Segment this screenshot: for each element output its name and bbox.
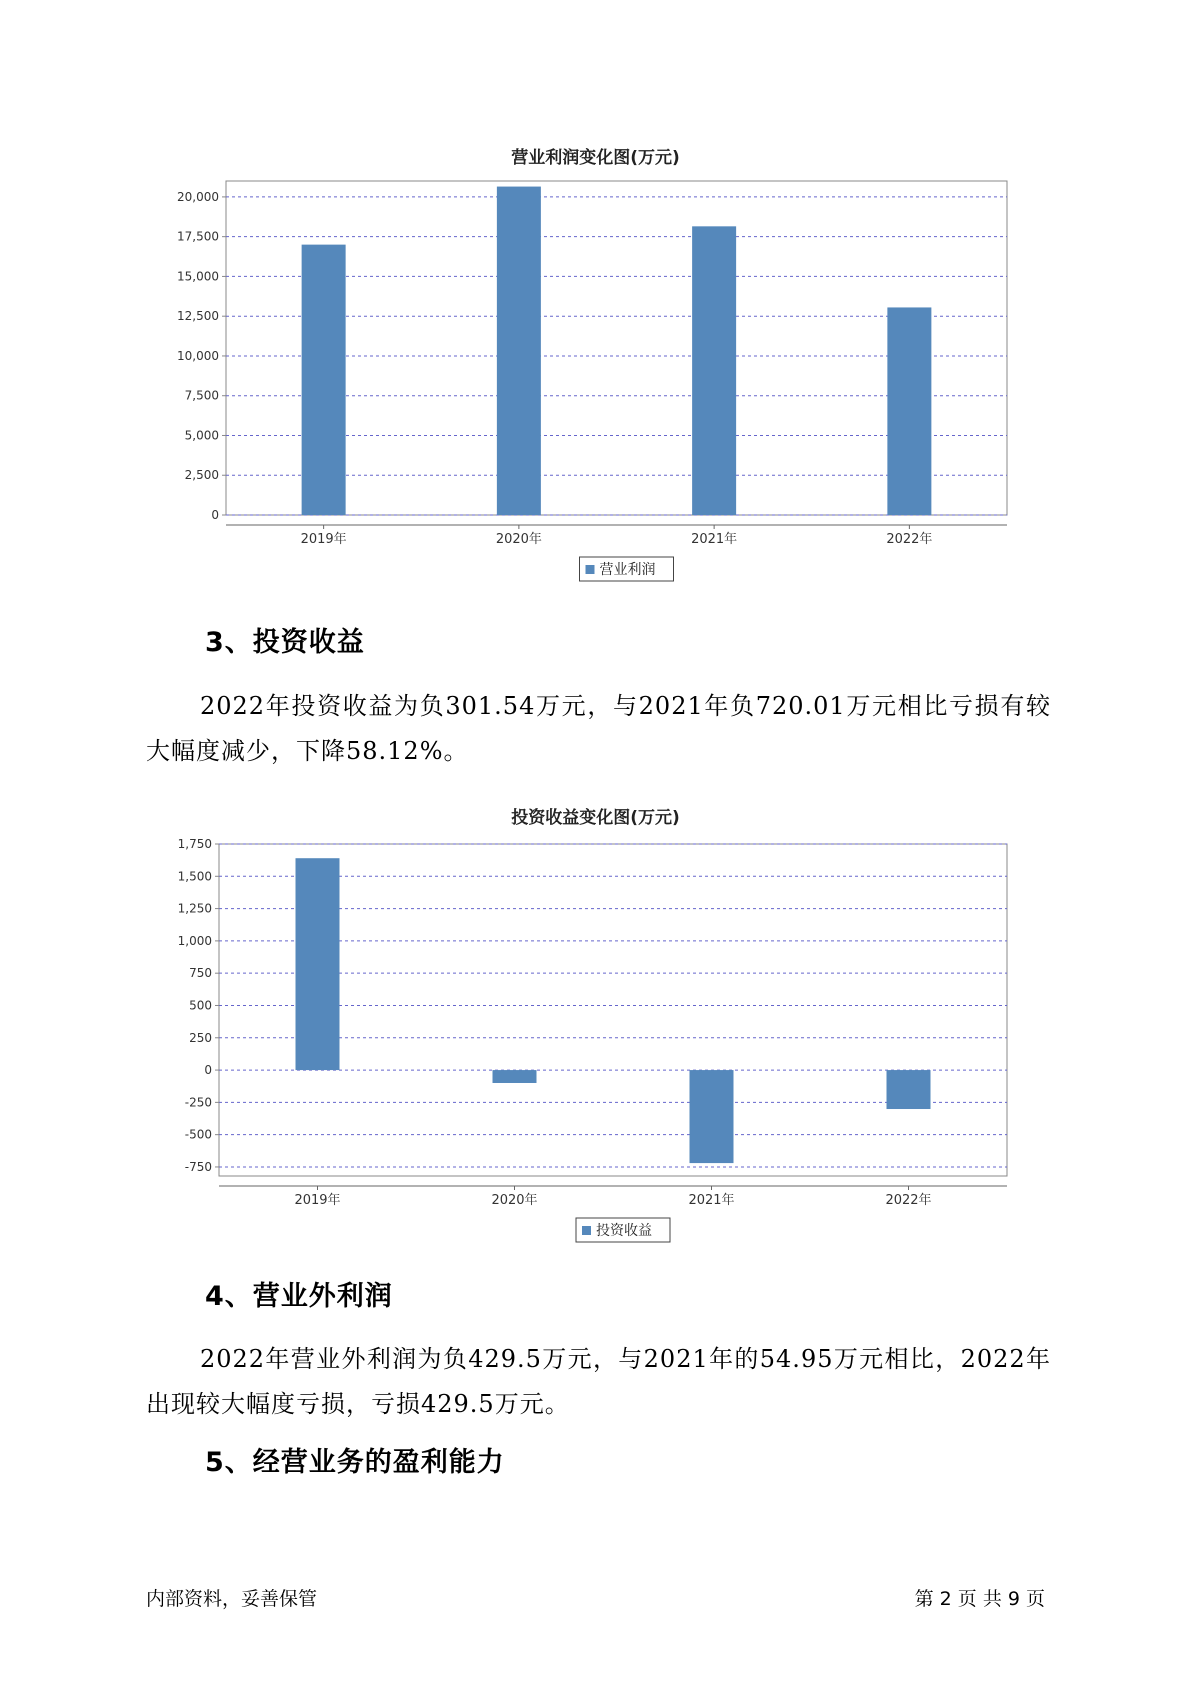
footer-confidential-note: 内部资料，妥善保管 bbox=[146, 1588, 318, 1610]
y-tick-label: -250 bbox=[184, 1095, 212, 1110]
y-tick-label: 1,500 bbox=[177, 869, 212, 884]
bar-2022年 bbox=[887, 1070, 931, 1109]
footer-page-number: 第 2 页 共 9 页 bbox=[914, 1588, 1045, 1610]
y-tick-label: 17,500 bbox=[177, 229, 219, 244]
legend bbox=[580, 557, 674, 581]
section-4-heading: 4、营业外利润 bbox=[205, 1281, 393, 1312]
x-tick-label: 2022年 bbox=[885, 1193, 932, 1208]
y-tick-label: 7,500 bbox=[184, 388, 219, 403]
x-tick-label: 2021年 bbox=[688, 1193, 735, 1208]
x-tick-label: 2019年 bbox=[300, 532, 347, 547]
y-tick-label: 2,500 bbox=[184, 468, 219, 483]
chart-2-title: 投资收益变化图(万元) bbox=[511, 808, 680, 828]
x-tick-label: 2022年 bbox=[886, 532, 933, 547]
y-tick-label: -750 bbox=[184, 1159, 212, 1174]
bar-2019年 bbox=[302, 245, 346, 515]
y-tick-label: 500 bbox=[189, 998, 212, 1013]
y-tick-label: 15,000 bbox=[177, 269, 219, 284]
legend-swatch bbox=[586, 565, 595, 574]
legend-swatch bbox=[582, 1226, 591, 1235]
chart-svg bbox=[0, 826, 1191, 1251]
y-tick-label: -500 bbox=[184, 1127, 212, 1142]
x-tick-label: 2020年 bbox=[495, 532, 542, 547]
bar-2021年 bbox=[690, 1070, 734, 1163]
x-tick-label: 2019年 bbox=[294, 1193, 341, 1208]
legend-label: 投资收益 bbox=[596, 1223, 652, 1239]
section-4-paragraph: 2022年营业外利润为负429.5万元，与2021年的54.95万元相比，2022年出现较大幅度亏损，亏损429.5万元。 bbox=[146, 1345, 1051, 1418]
x-tick-label: 2021年 bbox=[691, 532, 738, 547]
section-3-paragraph: 2022年投资收益为负301.54万元，与2021年负720.01万元相比亏损有较大幅度减少，下降58.12%。 bbox=[146, 692, 1051, 765]
bar-2022年 bbox=[887, 307, 931, 515]
y-tick-label: 250 bbox=[189, 1030, 212, 1045]
y-tick-label: 0 bbox=[204, 1063, 212, 1078]
bar-2020年 bbox=[493, 1070, 537, 1083]
bar-2019年 bbox=[296, 858, 340, 1070]
bar-2020年 bbox=[497, 187, 541, 515]
y-tick-label: 0 bbox=[211, 508, 219, 522]
y-tick-label: 1,250 bbox=[177, 901, 212, 916]
section-3-heading: 3、投资收益 bbox=[205, 627, 365, 658]
legend-label: 营业利润 bbox=[599, 562, 656, 578]
chart-1-title: 营业利润变化图(万元) bbox=[511, 148, 680, 168]
legend bbox=[576, 1218, 670, 1242]
y-tick-label: 1,750 bbox=[177, 837, 212, 851]
y-tick-label: 1,000 bbox=[177, 933, 212, 948]
x-tick-label: 2020年 bbox=[491, 1193, 538, 1208]
section-5-heading: 5、经营业务的盈利能力 bbox=[205, 1447, 505, 1478]
chart-svg bbox=[0, 165, 1191, 590]
operating-profit-chart bbox=[0, 165, 1191, 594]
y-tick-label: 12,500 bbox=[177, 309, 219, 324]
y-tick-label: 10,000 bbox=[177, 348, 219, 363]
bar-2021年 bbox=[692, 226, 736, 515]
y-tick-label: 5,000 bbox=[184, 428, 219, 443]
y-tick-label: 750 bbox=[189, 966, 212, 981]
investment-income-chart bbox=[0, 826, 1191, 1255]
y-tick-label: 20,000 bbox=[177, 189, 219, 204]
